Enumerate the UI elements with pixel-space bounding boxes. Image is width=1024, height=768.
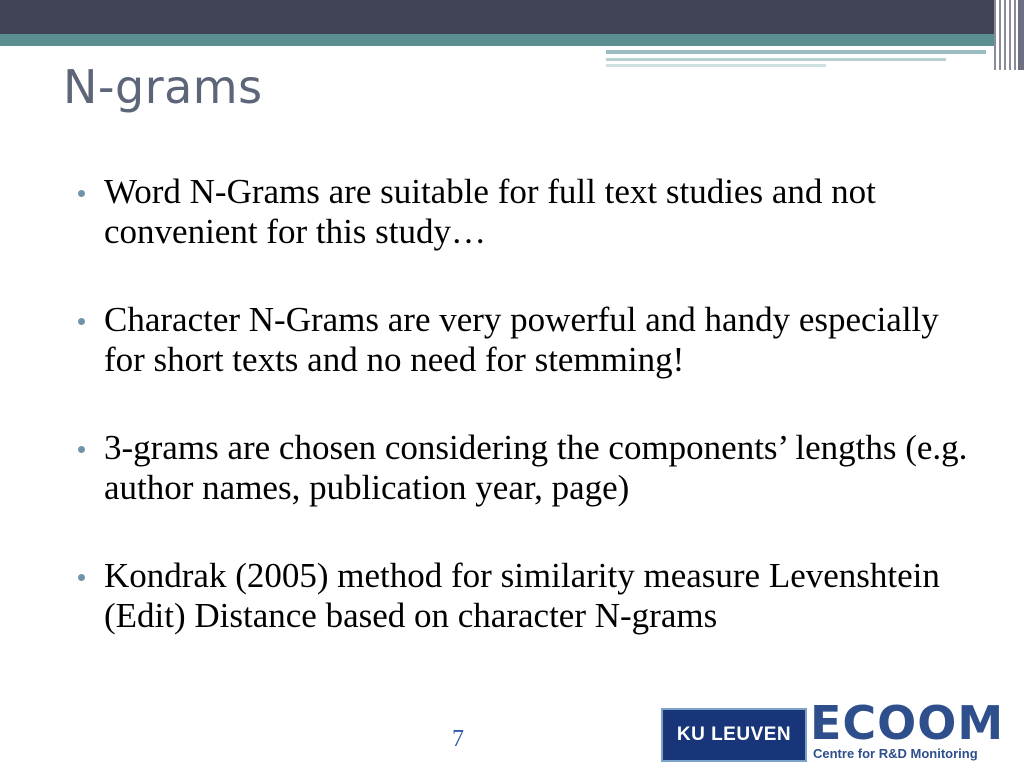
header-stripes-base (1018, 0, 1024, 70)
header-accent-line (606, 50, 986, 54)
slide-title: N-grams (63, 60, 263, 114)
bullet-dot-icon (78, 190, 85, 197)
bullet-item (75, 428, 975, 508)
page-number: 7 (452, 726, 464, 752)
header-accent-line (606, 58, 946, 61)
header-dark-band (0, 0, 1024, 34)
ecoom-logo-subtitle: Centre for R&D Monitoring (813, 746, 978, 761)
bullet-dot-icon (78, 318, 85, 325)
header-stripes-decoration (994, 0, 1018, 70)
bullet-text: Kondrak (2005) method for similarity measure Levenshtein (Edit) Distance based on character N-grams (104, 556, 940, 635)
bullet-dot-icon (78, 574, 85, 581)
bullet-text: Character N-Grams are very powerful and handy especially for short texts and no need for stemming! (104, 300, 939, 379)
bullet-item (75, 172, 975, 252)
bullet-dot-icon (78, 446, 85, 453)
bullet-text: Word N-Grams are suitable for full text studies and not convenient for this study… (104, 172, 876, 251)
ecoom-logo: ECOOM (810, 696, 1005, 750)
bullet-list (75, 172, 975, 684)
header-teal-band (0, 34, 1024, 46)
ku-leuven-logo: KU LEUVEN (661, 708, 807, 762)
bullet-item (75, 556, 975, 636)
bullet-text: 3-grams are chosen considering the components’ lengths (e.g. author names, publication year, page) (104, 428, 968, 507)
bullet-item (75, 300, 975, 380)
header-accent-line (606, 64, 826, 67)
